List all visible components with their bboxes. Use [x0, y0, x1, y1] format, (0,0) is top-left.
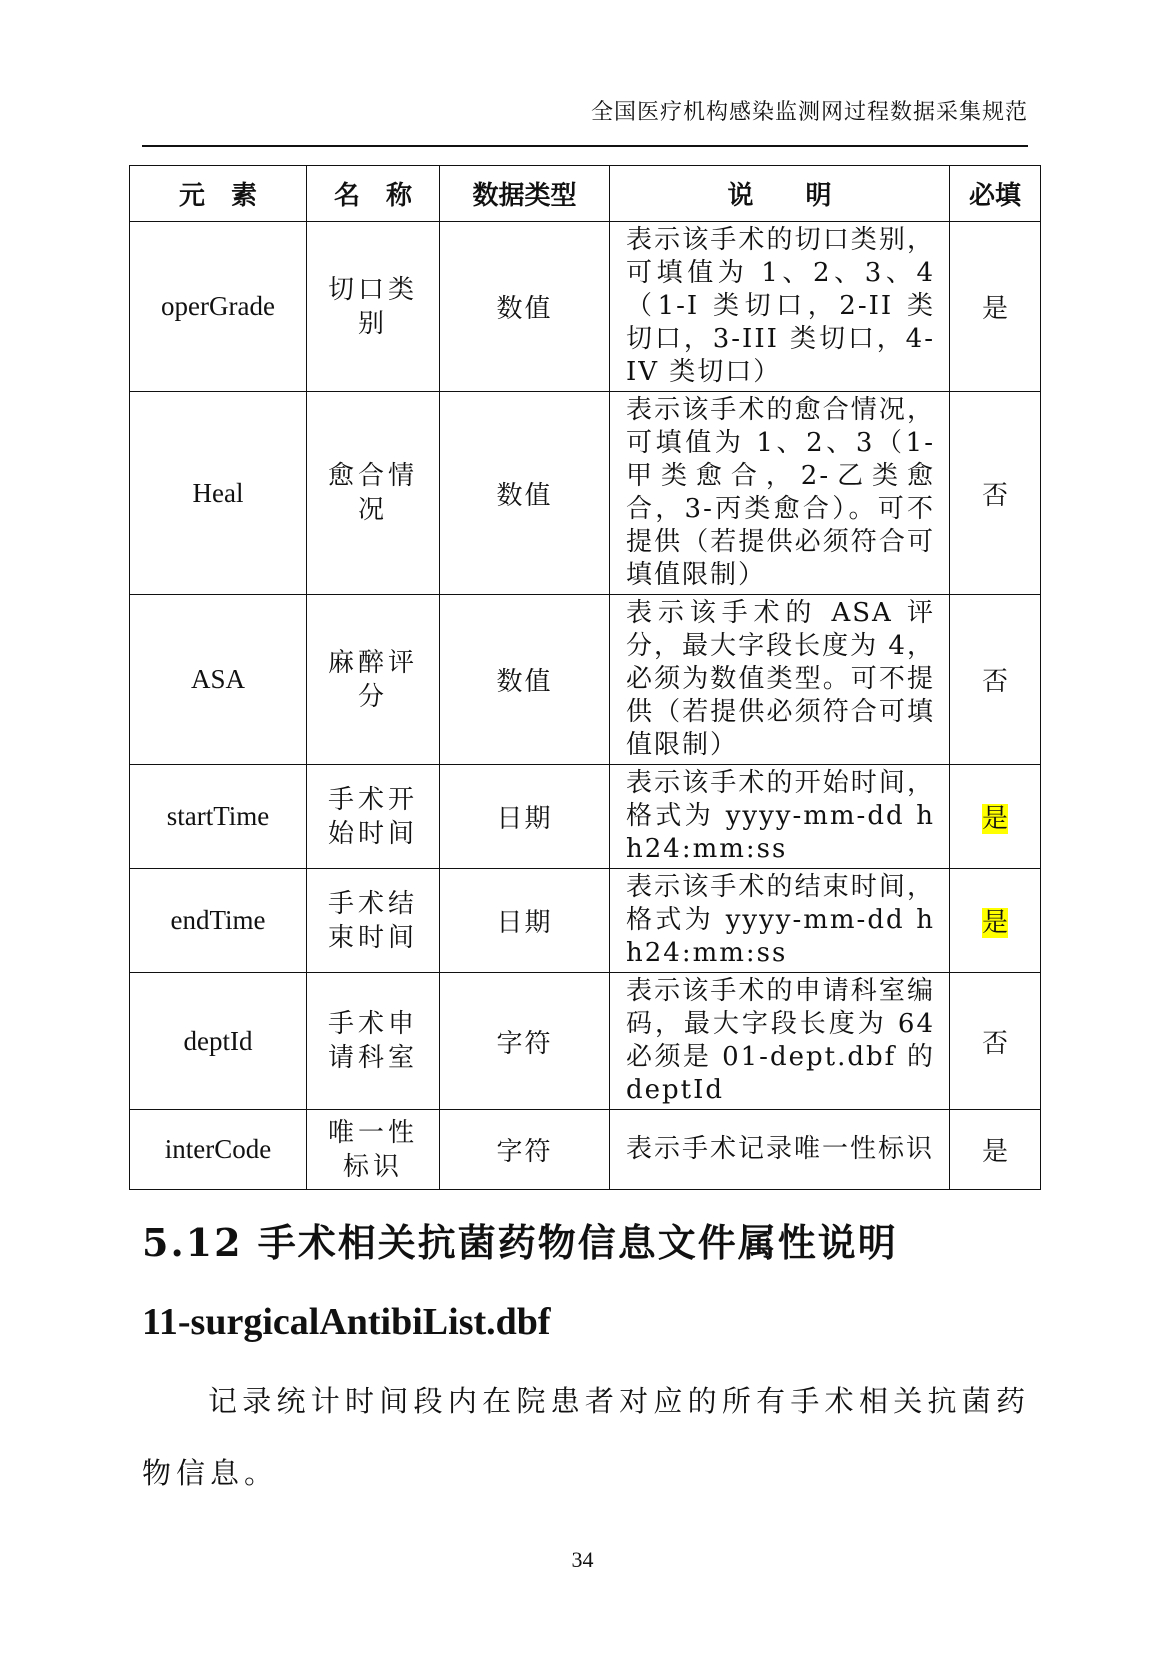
table-header-row: [130, 166, 1041, 222]
description-cell: 表示该手术的申请科室编码，最大字段长度为 64 必须是 01-dept.dbf 的 deptId: [610, 973, 950, 1110]
type-cell: 日期: [440, 765, 610, 869]
column-header: 名 称: [307, 166, 440, 222]
description-cell: 表示该手术的愈合情况，可填值为 1、2、3（1-甲类愈合，2-乙类愈合，3-丙类愈合）。可不提供（若提供必须符合可填值限制）: [610, 392, 950, 595]
table-row: [130, 222, 1041, 392]
table-row: [130, 1110, 1041, 1190]
name-cell: 切口类别: [307, 222, 440, 392]
required-value-highlighted: 是: [981, 908, 1008, 938]
element-cell: interCode: [130, 1110, 307, 1190]
table-row: [130, 392, 1041, 595]
description-cell: 表示该手术的 ASA 评分，最大字段长度为 4，必须为数值类型。可不提供（若提供必须符合可填值限制）: [610, 595, 950, 765]
required-cell: [950, 765, 1041, 869]
column-header: 必填: [950, 166, 1041, 222]
section-heading: 5.12 手术相关抗菌药物信息文件属性说明: [142, 1220, 898, 1265]
element-cell: deptId: [130, 973, 307, 1110]
running-header: 全国医疗机构感染监测网过程数据采集规范: [590, 100, 1028, 125]
required-value: 是: [981, 294, 1008, 324]
description-cell: 表示该手术的开始时间，格式为 yyyy-mm-dd hh24:mm:ss: [610, 765, 950, 869]
table-row: [130, 869, 1041, 973]
type-cell: 日期: [440, 869, 610, 973]
type-cell: 字符: [440, 973, 610, 1110]
required-cell: [950, 869, 1041, 973]
required-value-highlighted: 是: [981, 804, 1008, 834]
name-cell: 手术开始时间: [307, 765, 440, 869]
name-cell: 手术结束时间: [307, 869, 440, 973]
element-cell: startTime: [130, 765, 307, 869]
type-cell: 数值: [440, 222, 610, 392]
element-cell: endTime: [130, 869, 307, 973]
required-value: 否: [981, 1028, 1008, 1059]
name-cell: 愈合情况: [307, 392, 440, 595]
element-cell: ASA: [130, 595, 307, 765]
required-value: 是: [981, 1137, 1008, 1167]
table-row: [130, 973, 1041, 1110]
column-header: 数据类型: [440, 166, 610, 222]
required-cell: [950, 222, 1041, 392]
type-cell: 数值: [440, 595, 610, 765]
description-cell: 表示手术记录唯一性标识: [610, 1110, 950, 1190]
column-header: 元 素: [130, 166, 307, 222]
header-rule: [142, 145, 1028, 147]
page-number: 34: [571, 1547, 594, 1572]
required-cell: [950, 1110, 1041, 1190]
description-cell: 表示该手术的切口类别，可填值为 1、2、3、4（1-I 类切口，2-II 类切口，3-III 类切口，4-IV 类切口）: [610, 222, 950, 392]
description-cell: 表示该手术的结束时间，格式为 yyyy-mm-dd hh24:mm:ss: [610, 869, 950, 973]
required-cell: [950, 973, 1041, 1110]
type-cell: 数值: [440, 392, 610, 595]
required-cell: [950, 595, 1041, 765]
name-cell: 唯一性标识: [307, 1110, 440, 1190]
element-cell: operGrade: [130, 222, 307, 392]
field-spec-table: [129, 165, 1041, 1190]
required-value: 否: [981, 667, 1008, 697]
table-row: [130, 595, 1041, 765]
required-value: 否: [981, 480, 1008, 511]
body-paragraph: 记录统计时间段内在院患者对应的所有手术相关抗菌药物信息。: [142, 1384, 1030, 1490]
name-cell: 麻醉评分: [307, 595, 440, 765]
file-heading: 11-surgicalAntibiList.dbf: [142, 1301, 551, 1343]
column-header: 说 明: [610, 166, 950, 222]
required-cell: [950, 392, 1041, 595]
name-cell: 手术申请科室: [307, 973, 440, 1110]
table-row: [130, 765, 1041, 869]
element-cell: Heal: [130, 392, 307, 595]
type-cell: 字符: [440, 1110, 610, 1190]
